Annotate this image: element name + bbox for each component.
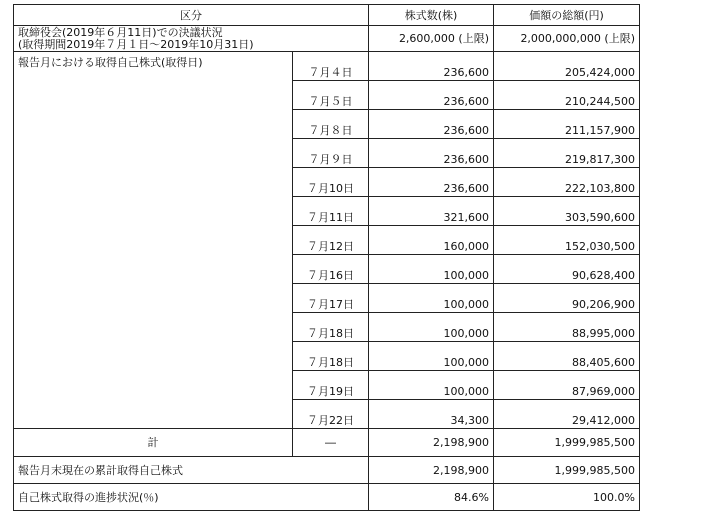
row-date: ７月17日 bbox=[293, 284, 369, 313]
row-shares: 100,000 bbox=[369, 371, 494, 400]
progress-amount: 100.0% bbox=[494, 484, 640, 511]
row-amount: 303,590,600 bbox=[494, 197, 640, 226]
row-date: ７月５日 bbox=[293, 81, 369, 110]
row-shares: 100,000 bbox=[369, 313, 494, 342]
row-shares: 100,000 bbox=[369, 284, 494, 313]
total-row bbox=[14, 429, 640, 457]
row-date: ７月19日 bbox=[293, 371, 369, 400]
row-shares: 236,600 bbox=[369, 81, 494, 110]
acquired-label: 報告月における取得自己株式(取得日) bbox=[14, 52, 293, 429]
row-shares: 236,600 bbox=[369, 52, 494, 81]
row-date: ７月10日 bbox=[293, 168, 369, 197]
header-amount: 価額の総額(円) bbox=[494, 5, 640, 26]
row-amount: 88,405,600 bbox=[494, 342, 640, 371]
progress-shares: 84.6% bbox=[369, 484, 494, 511]
row-amount: 88,995,000 bbox=[494, 313, 640, 342]
cumulative-shares: 2,198,900 bbox=[369, 457, 494, 484]
row-amount: 211,157,900 bbox=[494, 110, 640, 139]
row-date: ７月16日 bbox=[293, 255, 369, 284]
row-shares: 236,600 bbox=[369, 110, 494, 139]
cumulative-amount: 1,999,985,500 bbox=[494, 457, 640, 484]
treasury-stock-table bbox=[13, 4, 640, 511]
row-date: ７月22日 bbox=[293, 400, 369, 429]
row-date: ７月12日 bbox=[293, 226, 369, 255]
progress-label: 自己株式取得の進捗状況(％) bbox=[14, 484, 369, 511]
total-label: 計 bbox=[14, 429, 293, 457]
row-amount: 90,206,900 bbox=[494, 284, 640, 313]
row-amount: 90,628,400 bbox=[494, 255, 640, 284]
row-amount: 87,969,000 bbox=[494, 371, 640, 400]
row-shares: 100,000 bbox=[369, 255, 494, 284]
row-shares: 34,300 bbox=[369, 400, 494, 429]
total-date: ― bbox=[293, 429, 369, 457]
resolution-label bbox=[14, 26, 369, 52]
cumulative-label: 報告月末現在の累計取得自己株式 bbox=[14, 457, 369, 484]
resolution-shares: 2,600,000 (上限) bbox=[369, 26, 494, 52]
header-shares: 株式数(株) bbox=[369, 5, 494, 26]
cumulative-row bbox=[14, 457, 640, 484]
row-amount: 222,103,800 bbox=[494, 168, 640, 197]
row-amount: 205,424,000 bbox=[494, 52, 640, 81]
row-date: ７月18日 bbox=[293, 342, 369, 371]
row-date: ７月８日 bbox=[293, 110, 369, 139]
total-amount: 1,999,985,500 bbox=[494, 429, 640, 457]
resolution-label-line2: (取得期間2019年７月１日～2019年10月31日) bbox=[18, 37, 254, 51]
header-category: 区分 bbox=[14, 5, 369, 26]
row-shares: 100,000 bbox=[369, 342, 494, 371]
row-date: ７月４日 bbox=[293, 52, 369, 81]
resolution-amount: 2,000,000,000 (上限) bbox=[494, 26, 640, 52]
row-shares: 321,600 bbox=[369, 197, 494, 226]
row-date: ７月18日 bbox=[293, 313, 369, 342]
table-row bbox=[14, 52, 640, 81]
row-amount: 210,244,500 bbox=[494, 81, 640, 110]
header-row bbox=[14, 5, 640, 26]
row-date: ７月９日 bbox=[293, 139, 369, 168]
row-shares: 236,600 bbox=[369, 139, 494, 168]
row-shares: 236,600 bbox=[369, 168, 494, 197]
row-amount: 152,030,500 bbox=[494, 226, 640, 255]
row-shares: 160,000 bbox=[369, 226, 494, 255]
progress-row bbox=[14, 484, 640, 511]
row-amount: 219,817,300 bbox=[494, 139, 640, 168]
row-amount: 29,412,000 bbox=[494, 400, 640, 429]
row-date: ７月11日 bbox=[293, 197, 369, 226]
resolution-label-line1: 取締役会(2019年６月11日)での決議状況 bbox=[18, 25, 223, 39]
total-shares: 2,198,900 bbox=[369, 429, 494, 457]
resolution-row bbox=[14, 26, 640, 52]
